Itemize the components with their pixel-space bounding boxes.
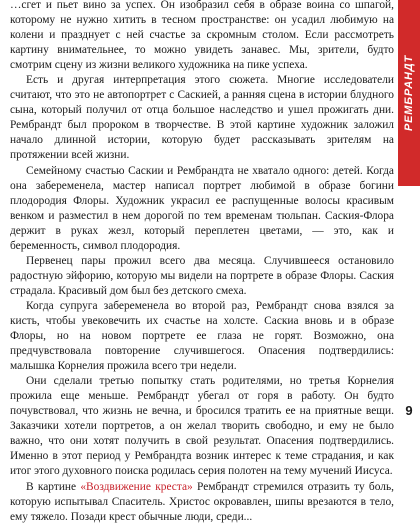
running-header-sidebar — [398, 0, 420, 420]
painting-title-link: «Воздвижение креста» — [80, 480, 193, 493]
paragraph: …сгет и пьет вино за успех. Он изобразил себя в образе воина со шпагой, которому не нужно хитить в тесном пространстве: он усадил любимую на колени и празднует с ней счастье за скромным столом. Если рассмотреть картину внимательнее, то можно увидеть занавес. Мы, зрители, будто смотрим сцену из жизни великого художника на пике успеха. — [10, 0, 394, 72]
paragraph: Семейному счастью Саскии и Рембрандта не хватало одного: детей. Когда она забеременела, мастер написал портрет любимой в образе богини плодородия Флоры. Художник украсил ее распущенные волосы красивым венком и разместил в нем дорогой по тем временам тюльпан. Саския-Флора держит в руках жезл, который переплетен цветами, — это, как и беременность, символ плодородия. — [10, 164, 394, 252]
paragraph: Есть и другая интерпретация этого сюжета. Многие исследователи считают, что это не автопортрет с Саскией, а ранняя сцена в истории блудного сына, который получил от отца большое наследство и ушел прожигать дни. Рембрандт был пророком в творчестве. В этой картине художник заложил начало длинной истории, которую будет рассказывать зрителям на протяжении всей жизни. — [10, 74, 394, 162]
paragraph: Когда супруга забеременела во второй раз, Рембрандт снова взялся за кисть, чтобы увековечить их счастье на холсте. Саскиа вновь и в образе Флоры, но на новом портрете ее глаза не горят. Возможно, она предчувствовала повторение случившегося. Опасения подтвердились: малышка Корнелия прожила всего три недели. — [10, 299, 394, 373]
paragraph-prefix: В картине — [26, 480, 81, 493]
paragraph: Первенец пары прожил всего два месяца. Случившееся остановило радостную эйфорию, которую мы видели на портрете в образе Флоры. Саския страдала. Красивый дом был без детского смеха. — [10, 254, 394, 297]
body-text — [10, 0, 394, 523]
paragraph-suffix: Рембрандт стремился отразить ту боль, которую испытывал Спаситель. Христос окровавлен, шипы врезаются в тело, ему тяжело. Позади крест обычные люди, среди... — [10, 480, 394, 523]
paragraph — [10, 480, 394, 525]
running-title: РЕМБРАНДТ — [403, 54, 415, 132]
page-number: 9 — [405, 403, 413, 418]
paragraph: Они сделали третью попытку стать родителями, но третья Корнелия прожила еще меньше. Рембрандт убегал от горя в работу. Он будто почувствовал, что жизнь не вечна, и бросился тратить ее на приятные вещи. Заказчики хотели портретов, а он желал творить свободно, и ему не было важно, что они хотят получить в свой результат. Опасения подтвердились. Именно в этот период у Рембрандта возник интерес к теме страдания, и как итог этого духовного поиска родилась серия полотен на тему мучений Иисуса. — [10, 375, 394, 478]
